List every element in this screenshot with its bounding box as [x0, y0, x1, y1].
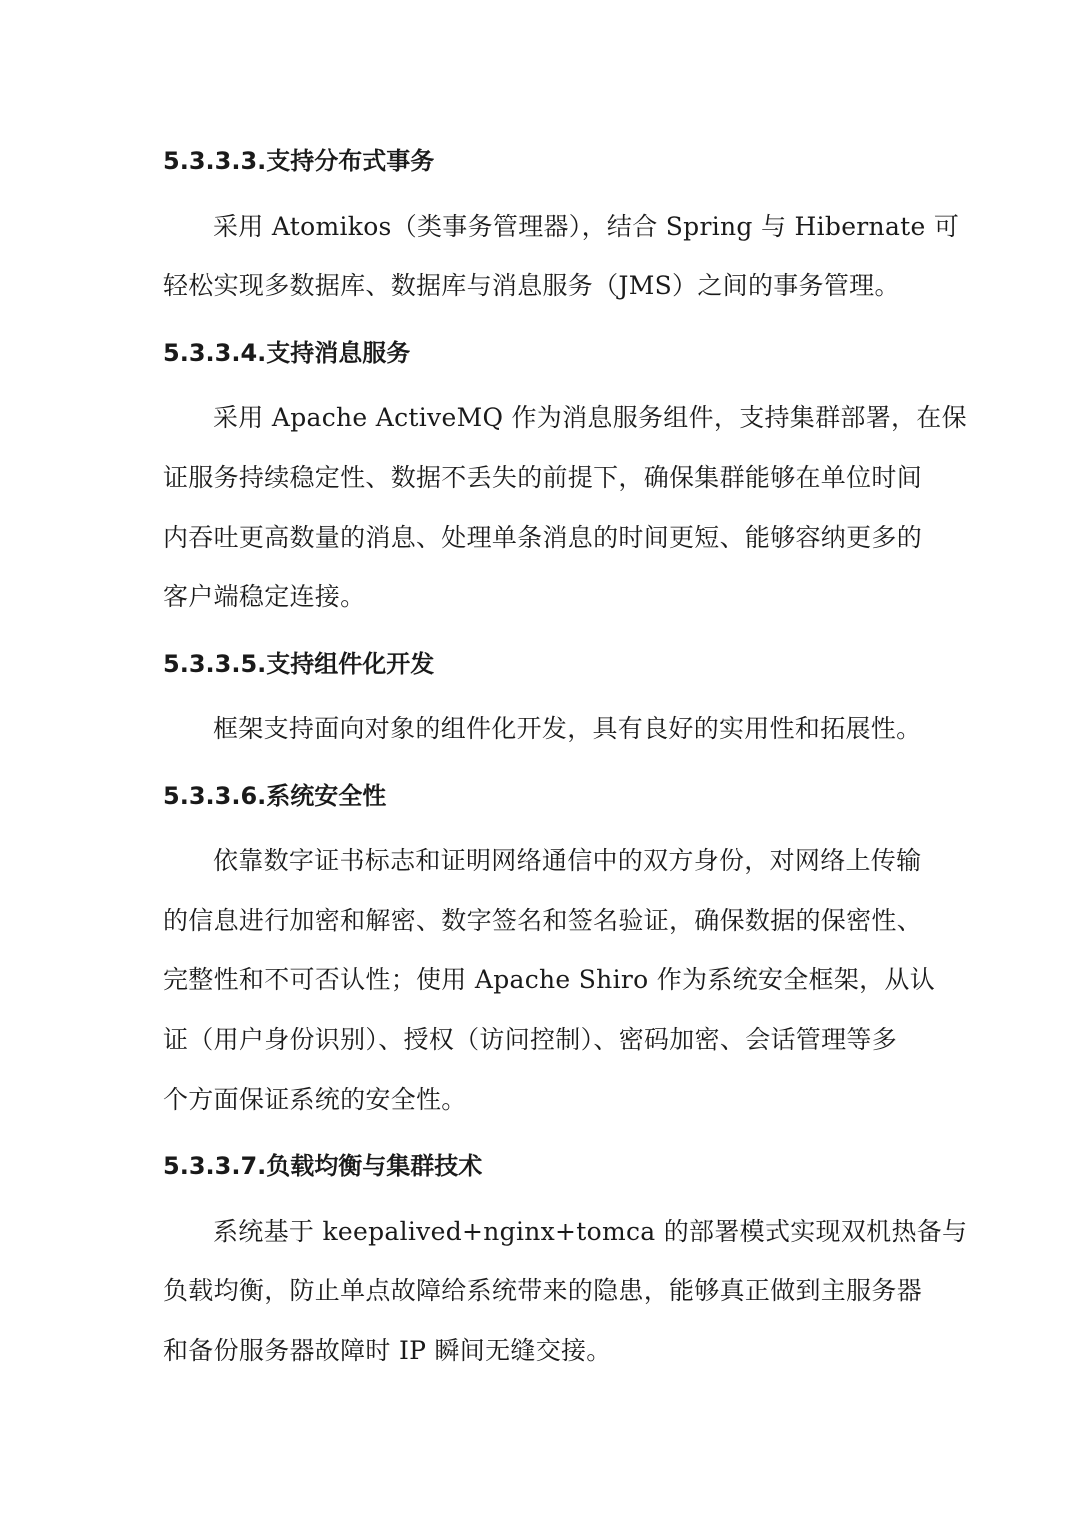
paragraph-line: 采用 Atomikos（类事务管理器），结合 Spring 与 Hibernate 可	[213, 212, 960, 241]
section-heading-5-3-3-5: 5.3.3.5.支持组件化开发	[163, 650, 435, 678]
paragraph-line: 的信息进行加密和解密、数字签名和签名验证，确保数据的保密性、	[163, 906, 923, 935]
paragraph-line: 系统基于 keepalived+nginx+tomca 的部署模式实现双机热备与	[213, 1217, 968, 1246]
paragraph-line: 框架支持面向对象的组件化开发，具有良好的实用性和拓展性。	[213, 714, 922, 743]
paragraph-line: 内吞吐更高数量的消息、处理单条消息的时间更短、能够容纳更多的	[163, 523, 923, 552]
section-heading-5-3-3-3: 5.3.3.3.支持分布式事务	[163, 147, 435, 175]
paragraph-line: 证服务持续稳定性、数据不丢失的前提下，确保集群能够在单位时间	[163, 463, 923, 492]
section-heading-5-3-3-6: 5.3.3.6.系统安全性	[163, 782, 387, 810]
section-heading-5-3-3-4: 5.3.3.4.支持消息服务	[163, 339, 411, 367]
paragraph-line: 客户端稳定连接。	[163, 582, 366, 611]
paragraph-line: 采用 Apache ActiveMQ 作为消息服务组件，支持集群部署，在保	[213, 403, 967, 432]
paragraph-line: 完整性和不可否认性；使用 Apache Shiro 作为系统安全框架，从认	[163, 965, 936, 994]
section-heading-5-3-3-7: 5.3.3.7.负载均衡与集群技术	[163, 1152, 483, 1180]
paragraph-line: 依靠数字证书标志和证明网络通信中的双方身份，对网络上传输	[213, 846, 922, 875]
paragraph-line: 个方面保证系统的安全性。	[163, 1085, 467, 1114]
paragraph-line: 轻松实现多数据库、数据库与消息服务（JMS）之间的事务管理。	[163, 271, 900, 300]
paragraph-line: 和备份服务器故障时 IP 瞬间无缝交接。	[163, 1336, 612, 1365]
paragraph-line: 证（用户身份识别）、授权（访问控制）、密码加密、会话管理等多	[163, 1025, 898, 1054]
paragraph-line: 负载均衡，防止单点故障给系统带来的隐患，能够真正做到主服务器	[163, 1276, 923, 1305]
